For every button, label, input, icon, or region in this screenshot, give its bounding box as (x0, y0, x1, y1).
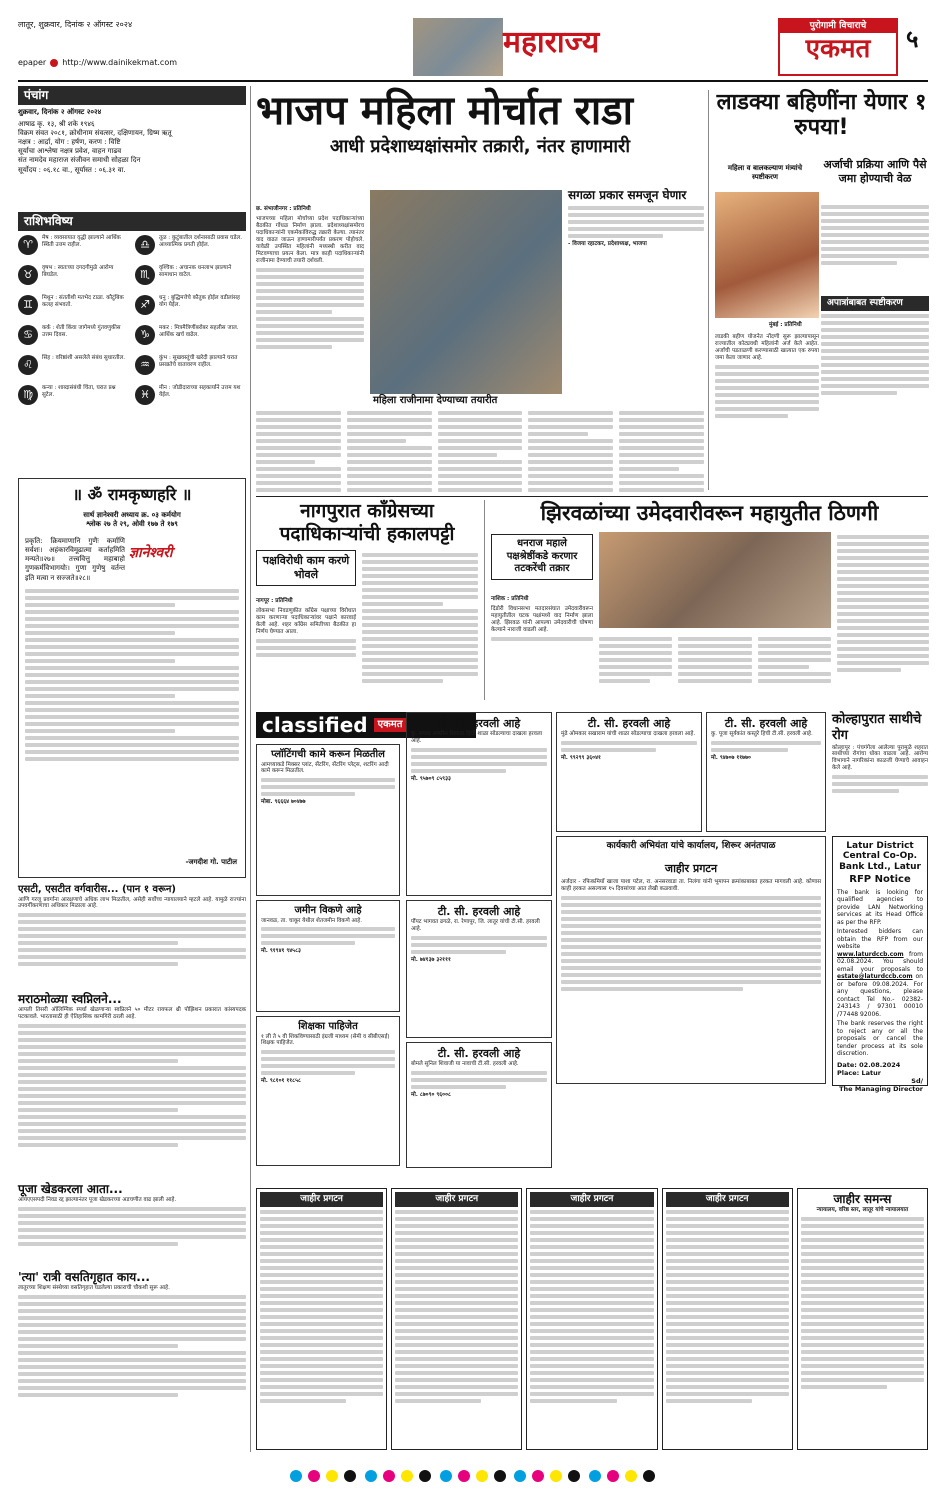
brand-tagline: पुरोगामी विचाराचे (780, 20, 896, 33)
lead-photo (370, 190, 562, 402)
rashi-item: ♍ कन्या : शाब्दासंबंधी चिंता, घरात प्रश्न सुटेल. (18, 385, 129, 413)
ladki-headline: लाडक्या बहिणींना येणार १ रुपया! (716, 90, 927, 141)
ladki-story (708, 90, 928, 490)
classified-ad: टी. सी. हरवली आहे कु. सय्यद अफरिन शिकंदर हिची शाळा सोडल्याचा दाखला हरवला आहे. मो. ९५७०९ ८५९३३ (406, 712, 552, 896)
panchang-line: आषाढ कृ. १३, श्री शके १९४६ (18, 120, 95, 129)
classified-ad: प्लॉटिंगची कामे करून मिळतील आमच्याकडे मिक्सर प्लांट, सेंटरिंग, सेंटरिंग प्लेट्स, शटरिंग आदी कामे करून मिळतील. मोबा. ९६६६४ ७०४७७ (256, 744, 400, 896)
globe-icon (50, 59, 58, 67)
ldcc-website-link[interactable]: www.laturdccb.com (837, 950, 904, 958)
panchang-line: सूर्याचा आश्लेषा नक्षत्र प्रवेश, वाहन गाढव (18, 147, 122, 156)
rashi-item: ♒ कुंभ : सुखवस्तूंची खरेदी झाल्याने घरात प्रसन्नतेचे वातावरण राहील. (135, 355, 246, 383)
tya-headline: 'त्या' रात्री वसतिगृहात काय... (18, 1270, 150, 1284)
lead-photo-caption: महिला राजीनामा देण्याच्या तयारीत (370, 394, 562, 409)
st-headline: एसटी, एसटीत वर्गवारीस... (पान १ वरून) (18, 884, 176, 895)
classified-ad: शिक्षका पाहिजेत १ ली ते ५ वी शिकविण्यासाठी इंग्रजी माध्यम (सेमी व सीबीएसई) शिक्षक पाहिजेत. मो. ९८१०१ ११८५८ (256, 1016, 400, 1166)
ldcc-body4: The bank reserves the right to reject any or all the proposals or cancel the tender process at its sole discretion. (837, 1020, 923, 1058)
scorpio-icon: ♏ (135, 265, 155, 285)
panchang-line: नक्षत्र : आर्द्रा, योग : हर्षण, करण : विष्टि (18, 138, 121, 147)
public-notice: जाहीर प्रगटन (526, 1188, 657, 1450)
ramkrishna-filler (25, 589, 239, 761)
panchang-date: शुक्रवार, दिनांक २ ऑगस्ट २०२४ (18, 108, 102, 116)
leo-icon: ♌ (18, 355, 38, 375)
pooja-story (18, 1182, 246, 1249)
brand-name: एकमत (805, 34, 871, 65)
dateline: लातूर, शुक्रवार, दिनांक २ ऑगस्ट २०२४ (18, 20, 133, 29)
nagpur-headline: नागपुरात काँग्रेसच्या पदाधिकाऱ्यांची हकालपट्टी (279, 500, 455, 545)
rashi-item: ♊ मिथुन : संततीशी मतभेद टाळा. कौटुंबिक कलह संभवतो. (18, 295, 129, 323)
nagpur-box (256, 550, 356, 586)
ldcc-body2: Interested bidders can obtain the RFP from our website www.laturdccb.com from 02.08.2024. You should email your proposals to estate@laturdccb.com on or before 09.08.2024. For any questions, please contact Tel No.- 02382-243143 / 97301 00010 /77448 92006. (837, 928, 923, 1018)
rashi-item: ♌ सिंह : वरिष्ठांशी असलेले संबंध सुधारतील. (18, 355, 129, 383)
pisces-icon: ♓ (135, 385, 155, 405)
zirwal-box-title: धनराज महाले पक्षश्रेष्ठींकडे करणार तटकरेंची तक्रार (506, 538, 578, 574)
rashi-item: ♈ मेष : व्यवसायात वृद्धी झाल्याने आर्थिक स्थिती उत्तम राहील. (18, 235, 129, 263)
classified-col-2 (406, 712, 552, 1168)
dnyaneshwari-logo: ज्ञानेश्वरी (129, 545, 173, 561)
rashi-section (18, 212, 246, 413)
ladki-left-body: लाडकी बहीण योजनेत नोंदणी सुरू झाल्यापासून राज्यातील कोट्यवधी महिलांनी अर्ज केले आहेत. अर्जांची पडताळणी करण्यासाठी खात्यात एक रुपया जमा केला जाणार आहे. (715, 334, 819, 421)
panchang-line: विक्रम संवत २०८१, क्रोधीनाम संवत्सर, दक्षिणायन, ग्रिष्म ऋतू (18, 129, 172, 138)
tya-story (18, 1270, 246, 1400)
lead-columns (256, 408, 704, 495)
masthead (18, 18, 928, 80)
st-body: आणि गरजू प्रवर्गांना आरक्षणाचे अधिक लाभ मिळतील, असेही सर्वोच्च न्यायालयाने म्हटले आहे. यामुळे राज्यांना उपवर्गीकरणाचा अधिकार मिळाला आहे. (18, 896, 246, 910)
tender-body: अर्जदार - रफिकमियाँ खाजा पाशा पटेल, रा. अनसरवाडा ता. निलंगा यांनी भूमापन क्रमांकाबाबत हरकत मागवली आहे. कोणास काही हरकत असल्यास १५ दिवसांच्या आत लेखी कळवावी. (561, 879, 821, 892)
tender-notice (556, 836, 826, 1084)
libra-icon: ♎ (135, 235, 155, 255)
zirwal-body: दिंडोरी विधानसभा मतदारसंघात उमेदवारीवरून महायुतीतील घटक पक्षांमध्ये वाद निर्माण झाला आहे. झिरवळ यांनी आपल्या उमेदवारीची घोषणा केल्याने नाराजी वाढली आहे. (491, 606, 593, 633)
ladki-sub-title: अपात्रांबाबत स्पष्टीकरण (821, 296, 929, 311)
header-rule (18, 80, 928, 82)
rashi-item: ♏ वृश्चिक : अचानक धनलाभ झाल्याने सामाधान वाटेल. (135, 265, 246, 293)
section-title: महाराज्य (503, 25, 600, 60)
ramkrishna-body: प्रकृति: क्रियमाणानि गुणैः कर्माणि सर्वशः। अहंकारविमूढात्मा कर्ताहमिति मन्यते॥२७॥ तत्त्ववित्तु महाबाहो गुणकर्मविभागयोः। गुणा गुणेषु वर्तन्त इति मत्वा न सज्जते॥२८॥ (25, 537, 125, 582)
lead-subhead: आधी प्रदेशाध्यक्षांसमोर तक्रारी, नंतर हाणामारी (329, 136, 631, 157)
rashi-grid (18, 235, 246, 413)
lead-dateline: छ. संभाजीनगर : प्रतिनिधी (256, 206, 311, 212)
ldcc-body: The bank is looking for qualified agencies to provide LAN Networking services at its Head Office as per the RFP. (837, 888, 923, 926)
tya-body: लातूरच्या शिक्षण संस्थेच्या वसतिगृहात घडलेल्या प्रकाराची चौकशी सुरू आहे. (18, 1285, 170, 1291)
marathwada-story (18, 992, 246, 1150)
epaper-label: epaper (18, 58, 47, 67)
rashi-item: ♎ तूळ : कुटुंबातील दर्शनासाठी प्रवास घडेल. आध्यात्मिक प्रगती होईल. (135, 235, 246, 263)
gemini-icon: ♊ (18, 295, 38, 315)
epaper-link[interactable] (18, 58, 177, 68)
cancer-icon: ♋ (18, 325, 38, 345)
classified-ad: टी. सी. हरवली आहे कु. पूजा सूर्यकांत कस्तुरे हिची टी.सी. हरवली आहे. मो. ९४७०७ ११७७० (706, 712, 826, 832)
pooja-headline: पूजा खेडकरला आता... (18, 1182, 123, 1196)
public-notice: जाहीर प्रगटन (256, 1188, 387, 1450)
ramkrishna-subtitle: सार्थ ज्ञानेश्वरी अध्याय क्र. ०३ कर्मयोग (83, 511, 181, 519)
lead-headline: भाजप महिला मोर्चात राडा (256, 88, 633, 134)
classified-ad: टी. सी. हरवली आहे पौंपट भागवत ढगळे, रा. रेणापूर, जि. लातूर यांची टी.सी. हरवली आहे. मो. ७४१३७ ३२१११ (406, 900, 552, 1038)
ldcc-title: RFP Notice (849, 874, 911, 886)
zirwal-photo (599, 532, 831, 628)
marathwada-headline: मराठमोळ्या स्वप्निलने... (18, 992, 122, 1006)
classified-ad: टी. सी. हरवली आहे मुंढे ओमकार सखाराम यांची शाळा सोडल्याचा दाखला हरवला आहे. मो. ९९२९९ ३६०४१ (556, 712, 702, 832)
pooja-body: आयएएसपदी निवड रद्द झाल्यानंतर पूजा खेडकरच्या अडचणीत वाढ झाली आहे. (18, 1197, 177, 1203)
lead-col-1: भाजपच्या महिला मोर्चाच्या प्रदेश पदाधिकाऱ्यांच्या बैठकीत गोंधळ निर्माण झाला. प्रदेशाध्यक्षांसमोरच पदाधिकाऱ्यांनी एकमेकांविरुद्ध तक्रारी केल्या. त्यानंतर वाद वाढत जाऊन हाणामारीपर्यंत प्रकरण पोहोचले. यावेळी उपस्थित महिलांनी मध्यस्थी करीत वाद मिटवण्याचा प्रयत्न केला. मात्र काही पदाधिकाऱ्यांनी राजीनामा देण्याची तयारी दर्शवली. (256, 216, 364, 352)
ladki-caption-right: अर्जाची प्रक्रिया आणि पैसे जमा होण्याची वेळ (823, 158, 927, 185)
court-summons (797, 1188, 928, 1450)
lead-sidebar (568, 188, 704, 248)
ramkrishna-box (18, 478, 246, 878)
virgo-icon: ♍ (18, 385, 38, 405)
zirwal-story (484, 500, 928, 700)
nagpur-story (256, 500, 478, 700)
brand-logo (778, 18, 898, 76)
classified-ad: टी. सी. हरवली आहे बोमले सुनिल शिवाजी या नावाची टी.सी. हरवली आहे. मो. ८७०९० ९६००८ (406, 1042, 552, 1168)
kolhapur-body: कोल्हापूर : पंचगंगेला आलेल्या पुरामुळे शहरात साथीच्या रोगांचा धोका वाढला आहे. आरोग्य विभागाने नागरिकांना काळजी घेण्याचे आवाहन केले आहे. (832, 744, 928, 772)
kolhapur-story-block (832, 712, 928, 796)
ramkrishna-title: ॥ ॐ रामकृष्णहरि ॥ (72, 485, 192, 504)
st-story (18, 884, 246, 969)
rashi-item: ♑ मकर : मित्रमैत्रिणींबरोबर सहलीस जाल. आर्थिक खर्च वाढेल. (135, 325, 246, 353)
lead-story (256, 90, 704, 490)
classified-ad: जमीन विकणे आहे जानवळ, ता. चाकूर येथील शेतजमीन विकणे आहे. मो. ९१९४१ ९४५८३ (256, 900, 400, 1012)
ladki-photo-credit: मुंबई : प्रतिनिधी (769, 322, 802, 328)
map-graphic (413, 18, 503, 76)
ladki-right-col (821, 202, 929, 268)
zirwal-dateline: नाशिक : प्रतिनिधी (491, 596, 529, 602)
lead-sidebar-title: सगळा प्रकार समजून घेणार (568, 188, 687, 202)
ldcc-date: Date: 02.08.2024 (837, 1060, 901, 1069)
classified-badge: एकमत (374, 718, 407, 733)
classified-col-1 (256, 744, 400, 1166)
bottom-notices (256, 1188, 928, 1450)
panchang-list (18, 120, 246, 175)
section-rule (256, 496, 928, 497)
epaper-url: http://www.dainikekmat.com (62, 58, 178, 67)
summons-title: जाहीर समन्स (833, 1192, 892, 1206)
tender-title: जाहीर प्रगटन (664, 862, 718, 876)
ldcc-place: Place: Latur (837, 1068, 881, 1077)
taurus-icon: ♉ (18, 265, 38, 285)
rashi-item: ♉ वृषभ : स्वतःच्या दगदगीमुळे आरोग्य बिघडेल. (18, 265, 129, 293)
rashi-item: ♐ धनु : बुद्धिमत्तेचे कौतुक होईल वडीलांसह योग येईल. (135, 295, 246, 323)
capricorn-icon: ♑ (135, 325, 155, 345)
ladki-photo (715, 192, 819, 318)
panchang-line: संत नामदेव महाराज संजीवन समाधी सोहळा दिन (18, 156, 141, 165)
zirwal-headline: झिरवळांच्या उमेदवारीवरून महायुतीत ठिणगी (540, 501, 879, 525)
summons-subtitle: न्यायालय, वरिष्ठ स्तर, लातूर यांचे न्यायालयात (816, 1207, 909, 1213)
ramkrishna-verse: श्लोक २७ ते २९, ओवी १७७ ते १७९ (86, 520, 178, 529)
tender-office: कार्यकारी अभियंता यांचे कार्यालय, शिरूर अनंतपाळ (606, 841, 776, 851)
panchang-title: पंचांग (18, 86, 246, 105)
ldcc-sd: Sd/ (911, 1076, 923, 1085)
sagittarius-icon: ♐ (135, 295, 155, 315)
nagpur-box-title: पक्षविरोधी काम करणे भोवले (262, 554, 350, 581)
nagpur-body: लोकसभा निवडणुकीत काँग्रेस पक्षाच्या विरोधात काम करणाऱ्या पदाधिकाऱ्यांवर पक्षाने कारवाई केली आहे. शहर काँग्रेस समितीच्या बैठकीत हा निर्णय घेण्यात आला. (256, 608, 356, 635)
ldcc-name: Latur District Central Co-Op. Bank Ltd., Latur (839, 841, 921, 872)
public-notice: जाहीर प्रगटन (662, 1188, 793, 1450)
rashi-item: ♋ कर्क : शेती किंवा जागेमध्ये गुंतवणुकीस उत्तम दिवस. (18, 325, 129, 353)
panchang-line: सूर्योदय : ०६.१८ वा., सूर्यास्त : ०६.३१ वा. (18, 165, 126, 174)
aquarius-icon: ♒ (135, 355, 155, 375)
aries-icon: ♈ (18, 235, 38, 255)
column-divider (250, 86, 251, 1452)
kolhapur-headline: कोल्हापुरात साथीचे रोग (832, 712, 922, 744)
panchang (18, 86, 246, 175)
ldcc-email-link[interactable]: estate@laturdccb.com (837, 973, 913, 981)
nagpur-dateline: नागपूर : प्रतिनिधी (256, 598, 293, 604)
public-notice: जाहीर प्रगटन (391, 1188, 522, 1450)
ldcc-rfp-notice (832, 836, 928, 1093)
page-number: ५ (906, 25, 919, 53)
print-registration-bar (0, 1470, 945, 1485)
ladki-caption-left: महिला व बालकल्याण मंत्र्यांचे स्पष्टीकरण (727, 164, 803, 182)
ramkrishna-signoff: -जगदीश गो. पाटील (185, 857, 237, 866)
rashi-item: ♓ मीन : जोडीदाराच्या सहकार्याने उत्तम यश येईल. (135, 385, 246, 413)
ldcc-signatory: The Managing Director (839, 1084, 923, 1093)
classified-col-3 (556, 712, 702, 832)
zirwal-box (491, 534, 593, 580)
lead-sidebar-credit: - विजया रहाटकर, प्रदेशाध्यक्ष, भाजपा (568, 241, 647, 247)
ladki-subsection (821, 296, 929, 398)
classified-title: classified (262, 712, 368, 737)
rashi-title: राशिभविष्य (18, 212, 246, 231)
marathwada-body: आपली तिसरी ऑलिम्पिक स्पर्धा खेळणाऱ्या स्वप्निलने ५० मीटर रायफल थ्री पोझिशन प्रकारात कांस्यपदक पटकावले. भारतासाठी ही ऐतिहासिक कामगिरी ठरली आहे. (18, 1007, 246, 1020)
